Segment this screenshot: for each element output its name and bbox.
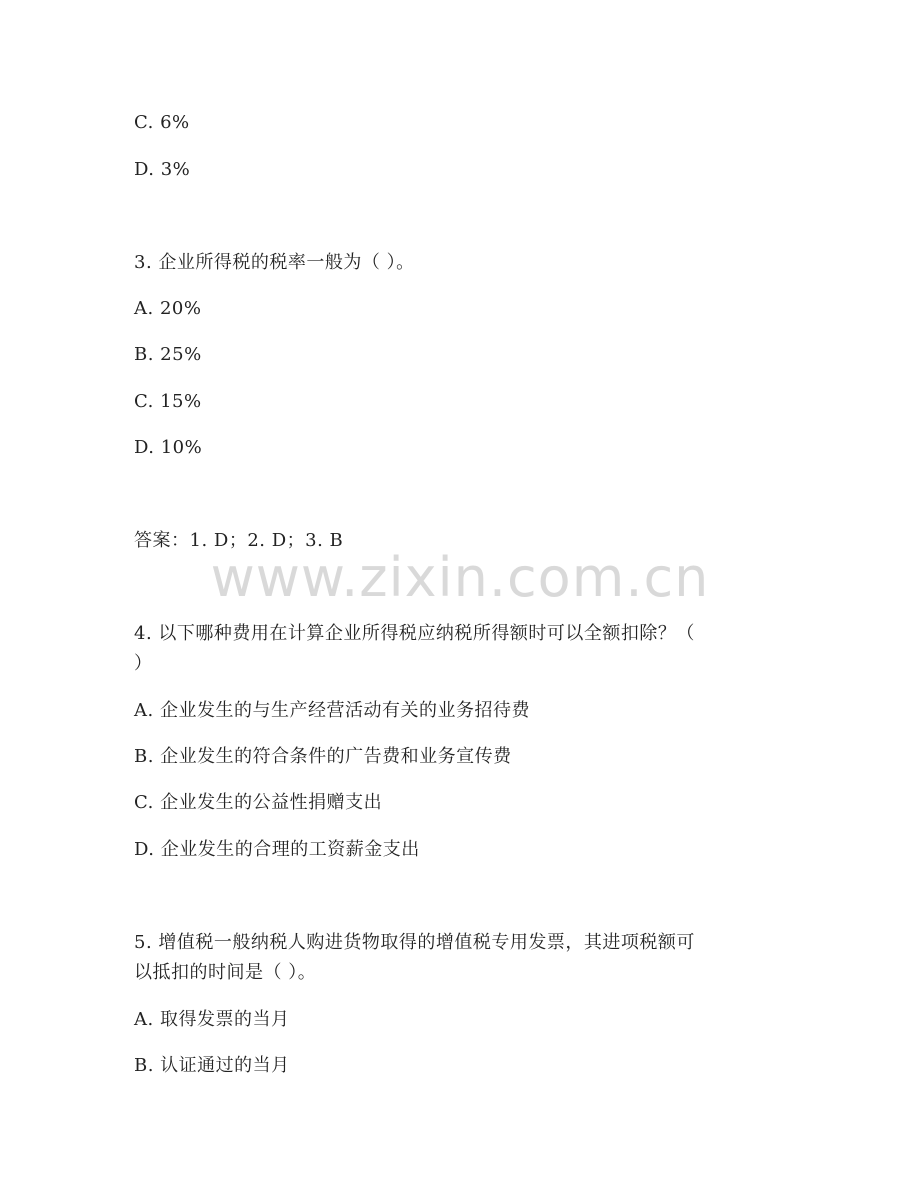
q5-stem-line2: 以抵扣的时间是（ ）。 [134,962,317,983]
q2-option-c: C. 6% [134,112,190,133]
q3-option-a: A. 20% [134,298,202,319]
q3-option-c: C. 15% [134,391,202,412]
q2-option-d: D. 3% [134,159,191,180]
q4-option-c: C. 企业发生的公益性捐赠支出 [134,792,383,813]
q5-stem-line1: 5. 增值税一般纳税人购进货物取得的增值税专用发票，其进项税额可 [134,932,695,953]
watermark: www.zixin.com.cn [210,546,710,609]
q4-option-a: A. 企业发生的与生产经营活动有关的业务招待费 [134,700,530,721]
q4-stem-line2: ） [134,653,153,674]
q4-stem-line1: 4. 以下哪种费用在计算企业所得税应纳税所得额时可以全额扣除？（ [134,623,695,644]
answer-key: 答案：1. D；2. D；3. B [134,530,344,551]
q5-option-b: B. 认证通过的当月 [134,1055,290,1076]
q3-stem: 3. 企业所得税的税率一般为（ ）。 [134,252,415,273]
q3-option-b: B. 25% [134,344,202,365]
q4-option-d: D. 企业发生的合理的工资薪金支出 [134,839,420,860]
q3-option-d: D. 10% [134,437,203,458]
q5-option-a: A. 取得发票的当月 [134,1009,290,1030]
q4-option-b: B. 企业发生的符合条件的广告费和业务宣传费 [134,746,512,767]
